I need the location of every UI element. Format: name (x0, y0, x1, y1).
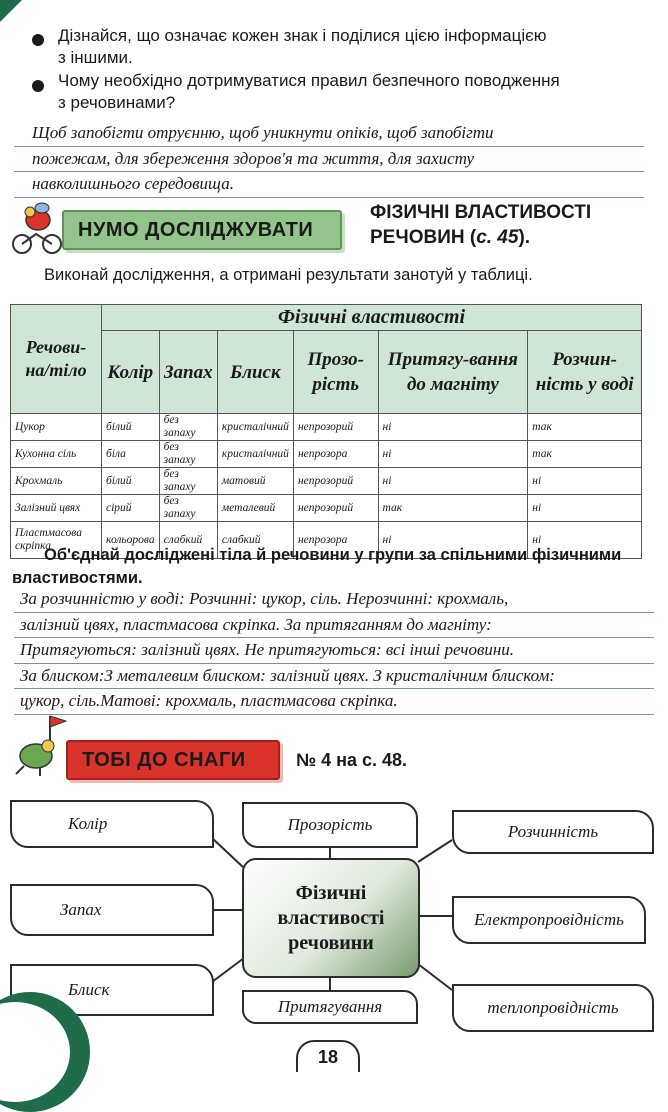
answer-1-line: пожежам, для збереження здоров'я та життя, для захисту (14, 147, 644, 173)
table-cell-value: без запаху (159, 441, 217, 468)
table-cell-substance: Залізний цвях (11, 495, 102, 522)
question-2 (58, 70, 658, 114)
concept-node-colour: Колір (10, 800, 214, 848)
concept-center (242, 858, 420, 978)
question-1-line-2: з іншими. (58, 48, 133, 67)
table-cell-value: кольорова (102, 522, 160, 559)
bullet-icon (32, 34, 44, 46)
table-cell-value: слабкий (159, 522, 217, 559)
table-header-group: Фізичні властивості (102, 305, 642, 331)
answer-2-line: цукор, сіль.Матові: крохмаль, пластмасова скріпка. (14, 689, 654, 715)
answer-2 (14, 587, 654, 715)
table-cell-value: кристалічний (217, 414, 293, 441)
answer-1-line: Щоб запобігти отруєнню, щоб уникнути опіків, щоб запобігти (14, 121, 644, 147)
table-cell-value: ні (528, 495, 642, 522)
explorer-bee-icon (8, 198, 66, 256)
table-cell-value: слабкий (217, 522, 293, 559)
table-cell-value: непрозорий (293, 468, 378, 495)
instruction-text: Виконай дослідження, а отримані результати занотуй у таблиці. (44, 266, 533, 284)
table-header-property: Колір (102, 331, 160, 414)
concept-node-solubility: Розчинність (452, 810, 654, 854)
page-reference: с. 45 (476, 227, 519, 248)
explore-banner (62, 210, 342, 250)
table-body (11, 414, 642, 559)
table-cell-value: без запаху (159, 468, 217, 495)
answer-2-line: За блиском:З металевим блиском: залізний цвях. З кристалічним блиском: (14, 664, 654, 690)
table-cell-value: ні (378, 522, 528, 559)
table-header-row (11, 331, 642, 414)
table-cell-value: без запаху (159, 495, 217, 522)
table-header-substance: Речови-на/тіло (11, 305, 102, 414)
group-task-line-2: властивостями. (12, 569, 143, 587)
concept-node-transparency: Прозорість (242, 802, 418, 848)
answer-2-line: залізний цвях, пластмасова скріпка. За притяганням до магніту: (14, 613, 654, 639)
answer-2-line: Притягуються: залізний цвях. Не притягуються: всі інші речовини. (14, 638, 654, 664)
table-header-property: Запах (159, 331, 217, 414)
challenge-banner-label: ТОБІ ДО СНАГИ (82, 748, 246, 771)
challenge-task: № 4 на с. 48. (296, 750, 407, 770)
concept-center-line: властивості (277, 906, 385, 929)
table-header-property: Блиск (217, 331, 293, 414)
table-cell-value: біла (102, 441, 160, 468)
beetle-with-flag-icon (10, 712, 72, 778)
table-cell-value: ні (378, 468, 528, 495)
table-row (11, 495, 642, 522)
section-title-text: РЕЧОВИН ( (370, 227, 477, 248)
table-cell-value: непрозорий (293, 414, 378, 441)
table-header-property: Розчин-ність у воді (528, 331, 642, 414)
group-task (12, 544, 662, 590)
table-row (11, 468, 642, 495)
table-cell-value: так (528, 441, 642, 468)
table-cell-substance: Пластмасова скріпка (11, 522, 102, 559)
concept-node-attraction: Притягування (242, 990, 418, 1024)
challenge-banner (66, 740, 280, 780)
question-2-line-2: з речовинами? (58, 93, 176, 112)
answer-1 (14, 121, 644, 198)
table-header-property: Прозо-рість (293, 331, 378, 414)
bullet-icon (32, 80, 44, 92)
page-corner-decoration (0, 0, 22, 22)
concept-node-smell: Запах (10, 884, 214, 936)
table-cell-value: білий (102, 468, 160, 495)
table-cell-value: непрозора (293, 441, 378, 468)
section-title (370, 200, 591, 250)
table-cell-value: ні (528, 468, 642, 495)
section-title-line-1: ФІЗИЧНІ ВЛАСТИВОСТІ (370, 202, 592, 223)
table-cell-value: білий (102, 414, 160, 441)
table-cell-substance: Крохмаль (11, 468, 102, 495)
concept-node-electrical-conductivity: Електропровідність (452, 896, 646, 944)
table-cell-value: так (378, 495, 528, 522)
table-cell-value: металевий (217, 495, 293, 522)
table-cell-substance: Цукор (11, 414, 102, 441)
table-cell-value: без запаху (159, 414, 217, 441)
table-cell-value: кристалічний (217, 441, 293, 468)
question-2-line-1: Чому необхідно дотримуватися правил безпечного поводження (58, 71, 560, 90)
section-title-end: ). (518, 227, 531, 248)
answer-1-line: навколишнього середовища. (14, 172, 644, 198)
section-title-line-2 (370, 225, 591, 250)
explore-banner-label: НУМО ДОСЛІДЖУВАТИ (78, 218, 314, 241)
table-header-property: Притягу-вання до магніту (378, 331, 528, 414)
table-row (11, 441, 642, 468)
table-row (11, 414, 642, 441)
answer-2-line: За розчинністю у воді: Розчинні: цукор, сіль. Нерозчинні: крохмаль, (14, 587, 654, 613)
concept-node-lustre: Блиск (10, 964, 214, 1016)
concept-center-line: Фізичні (295, 881, 367, 904)
question-1 (58, 25, 658, 69)
properties-table (10, 304, 642, 559)
table-cell-value: ні (528, 522, 642, 559)
question-1-line-1: Дізнайся, що означає кожен знак і поділися цією інформацією (58, 26, 547, 45)
table-cell-value: сірий (102, 495, 160, 522)
table-cell-value: ні (378, 414, 528, 441)
concept-center-line: речовини (288, 931, 374, 954)
table-cell-value: так (528, 414, 642, 441)
group-task-line-1: Об'єднай досліджені тіла й речовини у групи за спільними фізичними (44, 546, 622, 564)
table-cell-value: непрозорий (293, 495, 378, 522)
concept-node-thermal-conductivity: теплопровідність (452, 984, 654, 1032)
table-cell-value: матовий (217, 468, 293, 495)
table-cell-substance: Кухонна сіль (11, 441, 102, 468)
page-number: 18 (296, 1040, 360, 1072)
table-cell-value: непрозора (293, 522, 378, 559)
table-cell-value: ні (378, 441, 528, 468)
